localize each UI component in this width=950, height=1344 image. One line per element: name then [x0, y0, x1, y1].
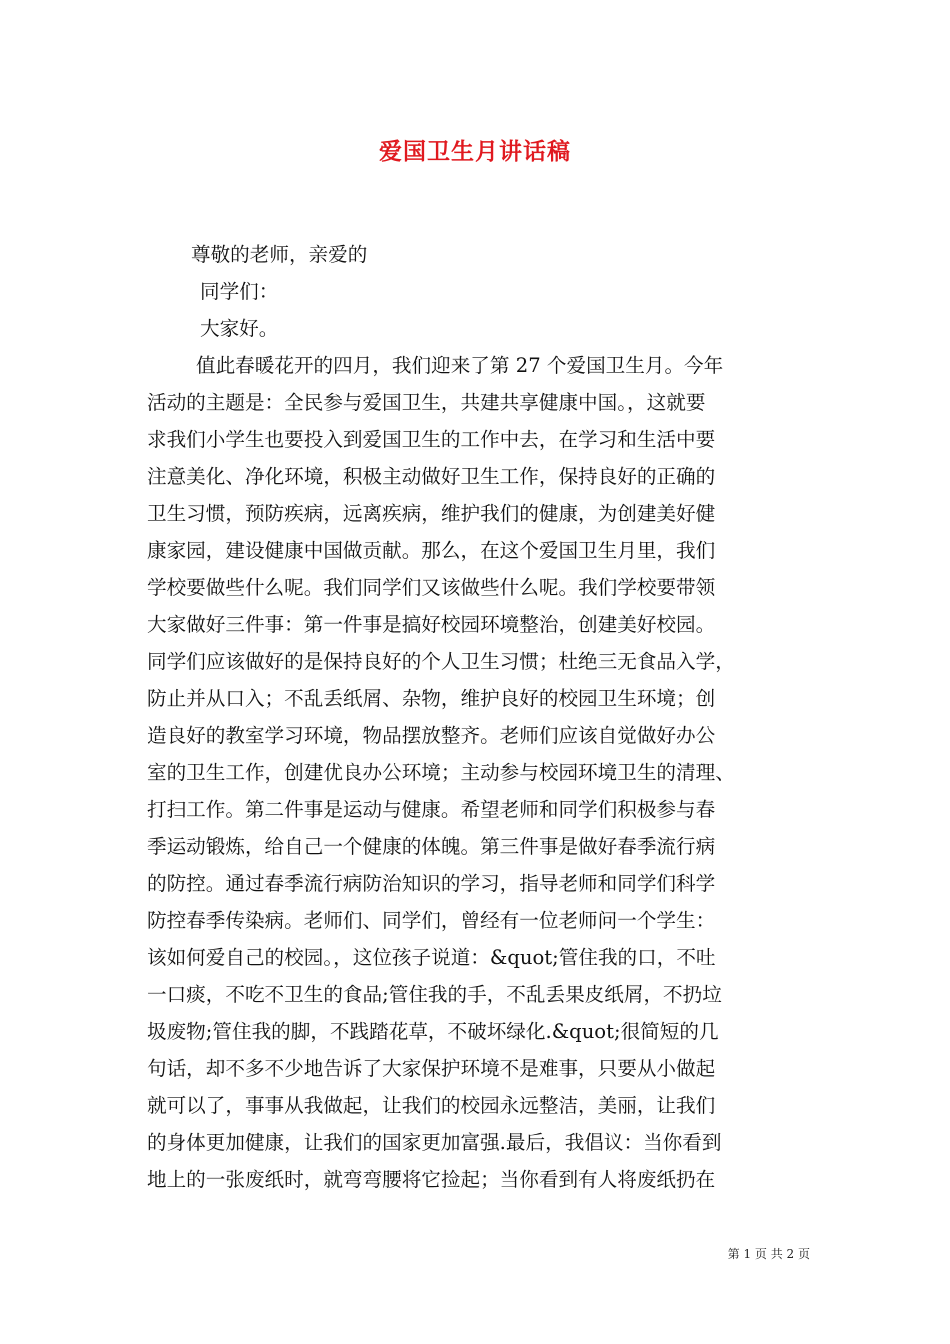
text-line: 造良好的教室学习环境，物品摆放整齐。老师们应该自觉做好办公	[147, 724, 716, 747]
text-line: 一口痰，不吃不卫生的食品;管住我的手，不乱丢果皮纸屑，不扔垃	[147, 983, 722, 1006]
text-line: 的身体更加健康，让我们的国家更加富强.最后，我倡议：当你看到	[147, 1131, 722, 1154]
text-line: 值此春暖花开的四月，我们迎来了第 27 个爱国卫生月。今年	[196, 354, 724, 377]
page-number: 第 1 页 共 2 页	[727, 1247, 810, 1261]
document-title: 爱国卫生月讲话稿	[379, 138, 571, 165]
text-line: 大家好。	[200, 317, 279, 340]
text-line: 该如何爱自己的校园。，这位孩子说道：&quot;管住我的口，不吐	[147, 946, 716, 969]
text-line: 康家园，建设健康中国做贡献。那么，在这个爱国卫生月里，我们	[147, 539, 716, 562]
text-line: 就可以了，事事从我做起，让我们的校园永远整洁，美丽，让我们	[147, 1094, 716, 1117]
text-line: 打扫工作。第二件事是运动与健康。希望老师和同学们积极参与春	[147, 798, 716, 821]
text-line: 季运动锻炼，给自己一个健康的体魄。第三件事是做好春季流行病	[147, 835, 716, 858]
text-line: 活动的主题是：全民参与爱国卫生，共建共享健康中国。，这就要	[147, 391, 706, 414]
text-line: 地上的一张废纸时，就弯弯腰将它捡起；当你看到有人将废纸扔在	[147, 1168, 716, 1191]
text-line: 注意美化、净化环境，积极主动做好卫生工作，保持良好的正确的	[147, 465, 716, 488]
text-line: 句话，却不多不少地告诉了大家保护环境不是难事，只要从小做起	[147, 1057, 716, 1080]
text-line: 的防控。通过春季流行病防治知识的学习，指导老师和同学们科学	[147, 872, 716, 895]
text-line: 同学们应该做好的是保持良好的个人卫生习惯；杜绝三无食品入学，	[147, 650, 735, 673]
text-line: 求我们小学生也要投入到爱国卫生的工作中去，在学习和生活中要	[147, 428, 716, 451]
text-line: 尊敬的老师，亲爱的	[191, 243, 368, 266]
text-line: 同学们：	[200, 280, 279, 303]
text-line: 室的卫生工作，创建优良办公环境；主动参与校园环境卫生的清理、	[147, 761, 735, 784]
text-line: 学校要做些什么呢。我们同学们又该做些什么呢。我们学校要带领	[147, 576, 716, 599]
text-line: 圾废物;管住我的脚，不践踏花草，不破坏绿化.&quot;很简短的几	[147, 1020, 719, 1043]
text-line: 防控春季传染病。老师们、同学们，曾经有一位老师问一个学生：	[147, 909, 716, 932]
text-line: 大家做好三件事：第一件事是搞好校园环境整治，创建美好校园。	[147, 613, 716, 636]
text-line: 防止并从口入；不乱丢纸屑、杂物，维护良好的校园卫生环境；创	[147, 687, 716, 710]
text-line: 卫生习惯，预防疾病，远离疾病，维护我们的健康，为创建美好健	[147, 502, 716, 525]
